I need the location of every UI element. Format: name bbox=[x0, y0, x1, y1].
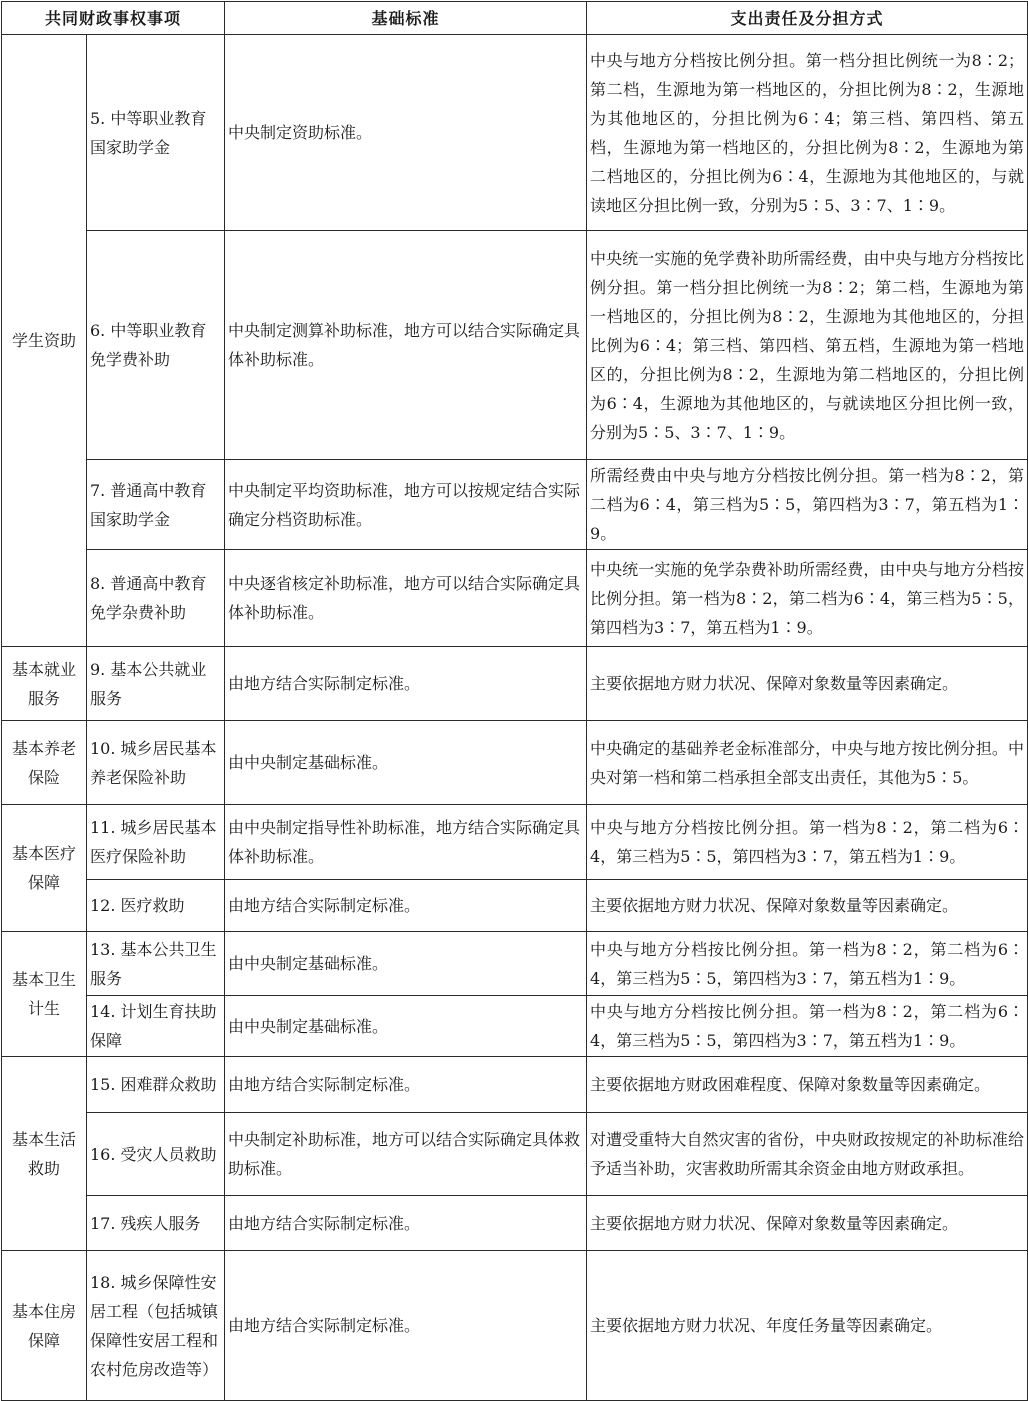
table-row bbox=[2, 996, 1028, 1057]
item-cell: 17. 残疾人服务 bbox=[87, 1196, 225, 1251]
table-row bbox=[2, 35, 1028, 231]
table-row bbox=[2, 932, 1028, 996]
standard-cell: 由地方结合实际制定标准。 bbox=[225, 880, 587, 932]
item-cell: 18. 城乡保障性安居工程（包括城镇保障性安居工程和农村危房改造等） bbox=[87, 1251, 225, 1401]
standard-cell: 中央制定平均资助标准，地方可以按规定结合实际确定分档资助标准。 bbox=[225, 460, 587, 550]
responsibility-cell: 主要依据地方财力状况、保障对象数量等因素确定。 bbox=[587, 1196, 1028, 1251]
fiscal-responsibility-table bbox=[1, 1, 1028, 1401]
category-cell: 学生资助 bbox=[2, 35, 87, 647]
item-cell: 6. 中等职业教育免学费补助 bbox=[87, 231, 225, 460]
table-row bbox=[2, 1196, 1028, 1251]
item-cell: 13. 基本公共卫生服务 bbox=[87, 932, 225, 996]
table-row bbox=[2, 231, 1028, 460]
category-cell: 基本医疗保障 bbox=[2, 805, 87, 932]
responsibility-cell: 主要依据地方财力状况、保障对象数量等因素确定。 bbox=[587, 880, 1028, 932]
header-responsibility: 支出责任及分担方式 bbox=[587, 2, 1028, 35]
standard-cell: 由中央制定指导性补助标准，地方结合实际确定具体补助标准。 bbox=[225, 805, 587, 880]
table-row bbox=[2, 805, 1028, 880]
responsibility-cell: 主要依据地方财政困难程度、保障对象数量等因素确定。 bbox=[587, 1057, 1028, 1113]
standard-cell: 中央制定测算补助标准，地方可以结合实际确定具体补助标准。 bbox=[225, 231, 587, 460]
standard-cell: 由地方结合实际制定标准。 bbox=[225, 1251, 587, 1401]
responsibility-cell: 中央与地方分档按比例分担。第一档为8∶2，第二档为6∶4，第三档为5∶5，第四档为3∶7，第五档为1∶9。 bbox=[587, 932, 1028, 996]
header-matter: 共同财政事权事项 bbox=[2, 2, 225, 35]
item-cell: 10. 城乡居民基本养老保险补助 bbox=[87, 721, 225, 805]
table-row bbox=[2, 550, 1028, 647]
standard-cell: 由中央制定基础标准。 bbox=[225, 721, 587, 805]
category-cell: 基本生活救助 bbox=[2, 1057, 87, 1251]
document-page bbox=[0, 1, 1028, 1396]
item-cell: 8. 普通高中教育免学杂费补助 bbox=[87, 550, 225, 647]
header-standard: 基础标准 bbox=[225, 2, 587, 35]
table-row bbox=[2, 880, 1028, 932]
category-cell: 基本卫生计生 bbox=[2, 932, 87, 1057]
responsibility-cell: 中央与地方分档按比例分担。第一档分担比例统一为8∶2；第二档，生源地为第一档地区的，分担比例为8∶2，生源地为其他地区的，分担比例为6∶4；第三档、第四档、第五档，生源地为第一档地区的，分担比例为8∶2，生源地为第二档地区的，分担比例为6∶4，生源地为其他地区的，与就读地区分担比例一致，分别为5∶5、3∶7、1∶9。 bbox=[587, 35, 1028, 231]
table-row bbox=[2, 1113, 1028, 1196]
table-header-row bbox=[2, 2, 1028, 35]
responsibility-cell: 主要依据地方财力状况、保障对象数量等因素确定。 bbox=[587, 647, 1028, 721]
item-cell: 5. 中等职业教育国家助学金 bbox=[87, 35, 225, 231]
item-cell: 11. 城乡居民基本医疗保险补助 bbox=[87, 805, 225, 880]
responsibility-cell: 中央与地方分档按比例分担。第一档为8∶2，第二档为6∶4，第三档为5∶5，第四档为3∶7，第五档为1∶9。 bbox=[587, 805, 1028, 880]
category-cell: 基本就业服务 bbox=[2, 647, 87, 721]
item-cell: 9. 基本公共就业服务 bbox=[87, 647, 225, 721]
responsibility-cell: 中央与地方分档按比例分担。第一档为8∶2，第二档为6∶4，第三档为5∶5，第四档为3∶7，第五档为1∶9。 bbox=[587, 996, 1028, 1057]
table-row bbox=[2, 460, 1028, 550]
item-cell: 12. 医疗救助 bbox=[87, 880, 225, 932]
responsibility-cell: 主要依据地方财力状况、年度任务量等因素确定。 bbox=[587, 1251, 1028, 1401]
standard-cell: 中央逐省核定补助标准，地方可以结合实际确定具体补助标准。 bbox=[225, 550, 587, 647]
item-cell: 14. 计划生育扶助保障 bbox=[87, 996, 225, 1057]
table-row bbox=[2, 1057, 1028, 1113]
responsibility-cell: 中央统一实施的免学杂费补助所需经费，由中央与地方分档按比例分担。第一档为8∶2，第二档为6∶4，第三档为5∶5，第四档为3∶7，第五档为1∶9。 bbox=[587, 550, 1028, 647]
standard-cell: 由中央制定基础标准。 bbox=[225, 932, 587, 996]
responsibility-cell: 中央确定的基础养老金标准部分，中央与地方按比例分担。中央对第一档和第二档承担全部支出责任，其他为5∶5。 bbox=[587, 721, 1028, 805]
category-cell: 基本养老保险 bbox=[2, 721, 87, 805]
standard-cell: 中央制定资助标准。 bbox=[225, 35, 587, 231]
item-cell: 15. 困难群众救助 bbox=[87, 1057, 225, 1113]
responsibility-cell: 所需经费由中央与地方分档按比例分担。第一档为8∶2，第二档为6∶4，第三档为5∶5，第四档为3∶7，第五档为1∶9。 bbox=[587, 460, 1028, 550]
table-row bbox=[2, 1251, 1028, 1401]
responsibility-cell: 对遭受重特大自然灾害的省份，中央财政按规定的补助标准给予适当补助，灾害救助所需其余资金由地方财政承担。 bbox=[587, 1113, 1028, 1196]
standard-cell: 中央制定补助标准，地方可以结合实际确定具体救助标准。 bbox=[225, 1113, 587, 1196]
responsibility-cell: 中央统一实施的免学费补助所需经费，由中央与地方分档按比例分担。第一档分担比例统一为8∶2；第二档，生源地为第一档地区的，分担比例为8∶2，生源地为其他地区的，分担比例为6∶4；第三档、第四档、第五档，生源地为第一档地区的，分担比例为8∶2，生源地为第二档地区的，分担比例为6∶4，生源地为其他地区的，与就读地区分担比例一致，分别为5∶5、3∶7、1∶9。 bbox=[587, 231, 1028, 460]
category-cell: 基本住房保障 bbox=[2, 1251, 87, 1401]
table-row bbox=[2, 721, 1028, 805]
item-cell: 16. 受灾人员救助 bbox=[87, 1113, 225, 1196]
standard-cell: 由地方结合实际制定标准。 bbox=[225, 1057, 587, 1113]
standard-cell: 由地方结合实际制定标准。 bbox=[225, 647, 587, 721]
item-cell: 7. 普通高中教育国家助学金 bbox=[87, 460, 225, 550]
standard-cell: 由中央制定基础标准。 bbox=[225, 996, 587, 1057]
table-row bbox=[2, 647, 1028, 721]
standard-cell: 由地方结合实际制定标准。 bbox=[225, 1196, 587, 1251]
